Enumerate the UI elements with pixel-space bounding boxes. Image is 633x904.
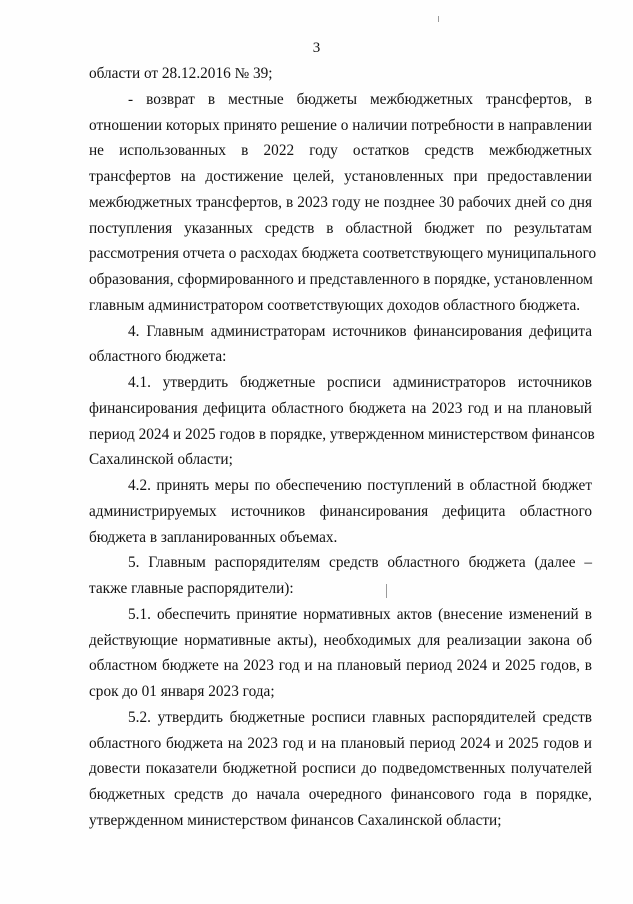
text-line: рассмотрения отчета о расходах бюджета соответствующего муниципального — [89, 245, 597, 263]
text-line: бюджета в запланированных объемах. — [89, 528, 338, 546]
text-line: областного бюджета на 2023 год и на плановый период 2024 и 2025 годов и — [89, 734, 592, 752]
text-line: утвержденном министерством финансов Сахалинской области; — [89, 811, 502, 829]
text-line: области от 28.12.2016 № 39; — [89, 65, 273, 82]
text-line: 5.2. утвердить бюджетные росписи главных распорядителей средств — [128, 708, 592, 726]
text-line: действующие нормативные акты), необходимых для реализации закона об — [89, 631, 592, 649]
text-line: Сахалинской области; — [89, 451, 233, 469]
text-line: - возврат в местные бюджеты межбюджетных трансфертов, в — [128, 90, 592, 108]
text-line: администрируемых источников финансирования дефицита областного — [89, 502, 592, 520]
scan-mark — [386, 584, 387, 598]
text-line: областном бюджете на 2023 год и на плановый период 2024 и 2025 годов, в — [89, 657, 592, 675]
text-line: поступления указанных средств в областной бюджет по результатам — [89, 219, 592, 237]
text-line: 4. Главным администраторам источников финансирования дефицита — [128, 322, 592, 340]
text-line: образования, сформированного и представленного в порядке, установленном — [89, 271, 593, 288]
text-line: финансирования дефицита областного бюджета на 2023 год и на плановый — [89, 399, 592, 417]
text-line: 4.2. принять меры по обеспечению поступлений в областной бюджет — [128, 477, 592, 494]
text-line: 5. Главным распорядителям средств областного бюджета (далее – — [128, 554, 592, 572]
text-line: также главные распорядители): — [89, 580, 294, 597]
text-line: трансфертов на достижение целей, установленных при предоставлении — [89, 168, 592, 185]
text-line: отношении которых принято решение о наличии потребности в направлении — [89, 116, 592, 134]
text-line: период 2024 и 2025 годов в порядке, утвержденном министерством финансов — [89, 425, 595, 443]
page-number: 3 — [312, 40, 321, 56]
text-line: межбюджетных трансфертов, в 2023 году не позднее 30 рабочих дней со дня — [89, 193, 592, 211]
text-line: довести показатели бюджетной росписи до подведомственных получателей — [89, 760, 592, 778]
text-line: 4.1. утвердить бюджетные росписи администраторов источников — [128, 374, 592, 391]
text-line: не использованных в 2022 году остатков средств межбюджетных — [89, 142, 592, 160]
scan-mark — [438, 16, 439, 22]
text-line: главным администратором соответствующих доходов областного бюджета. — [89, 296, 581, 314]
text-line: 5.1. обеспечить принятие нормативных актов (внесение изменений в — [128, 605, 592, 623]
text-line: срок до 01 января 2023 года; — [89, 683, 275, 700]
text-line: областного бюджета: — [89, 348, 227, 366]
text-line: бюджетных средств до начала очередного финансового года в порядке, — [89, 786, 592, 803]
